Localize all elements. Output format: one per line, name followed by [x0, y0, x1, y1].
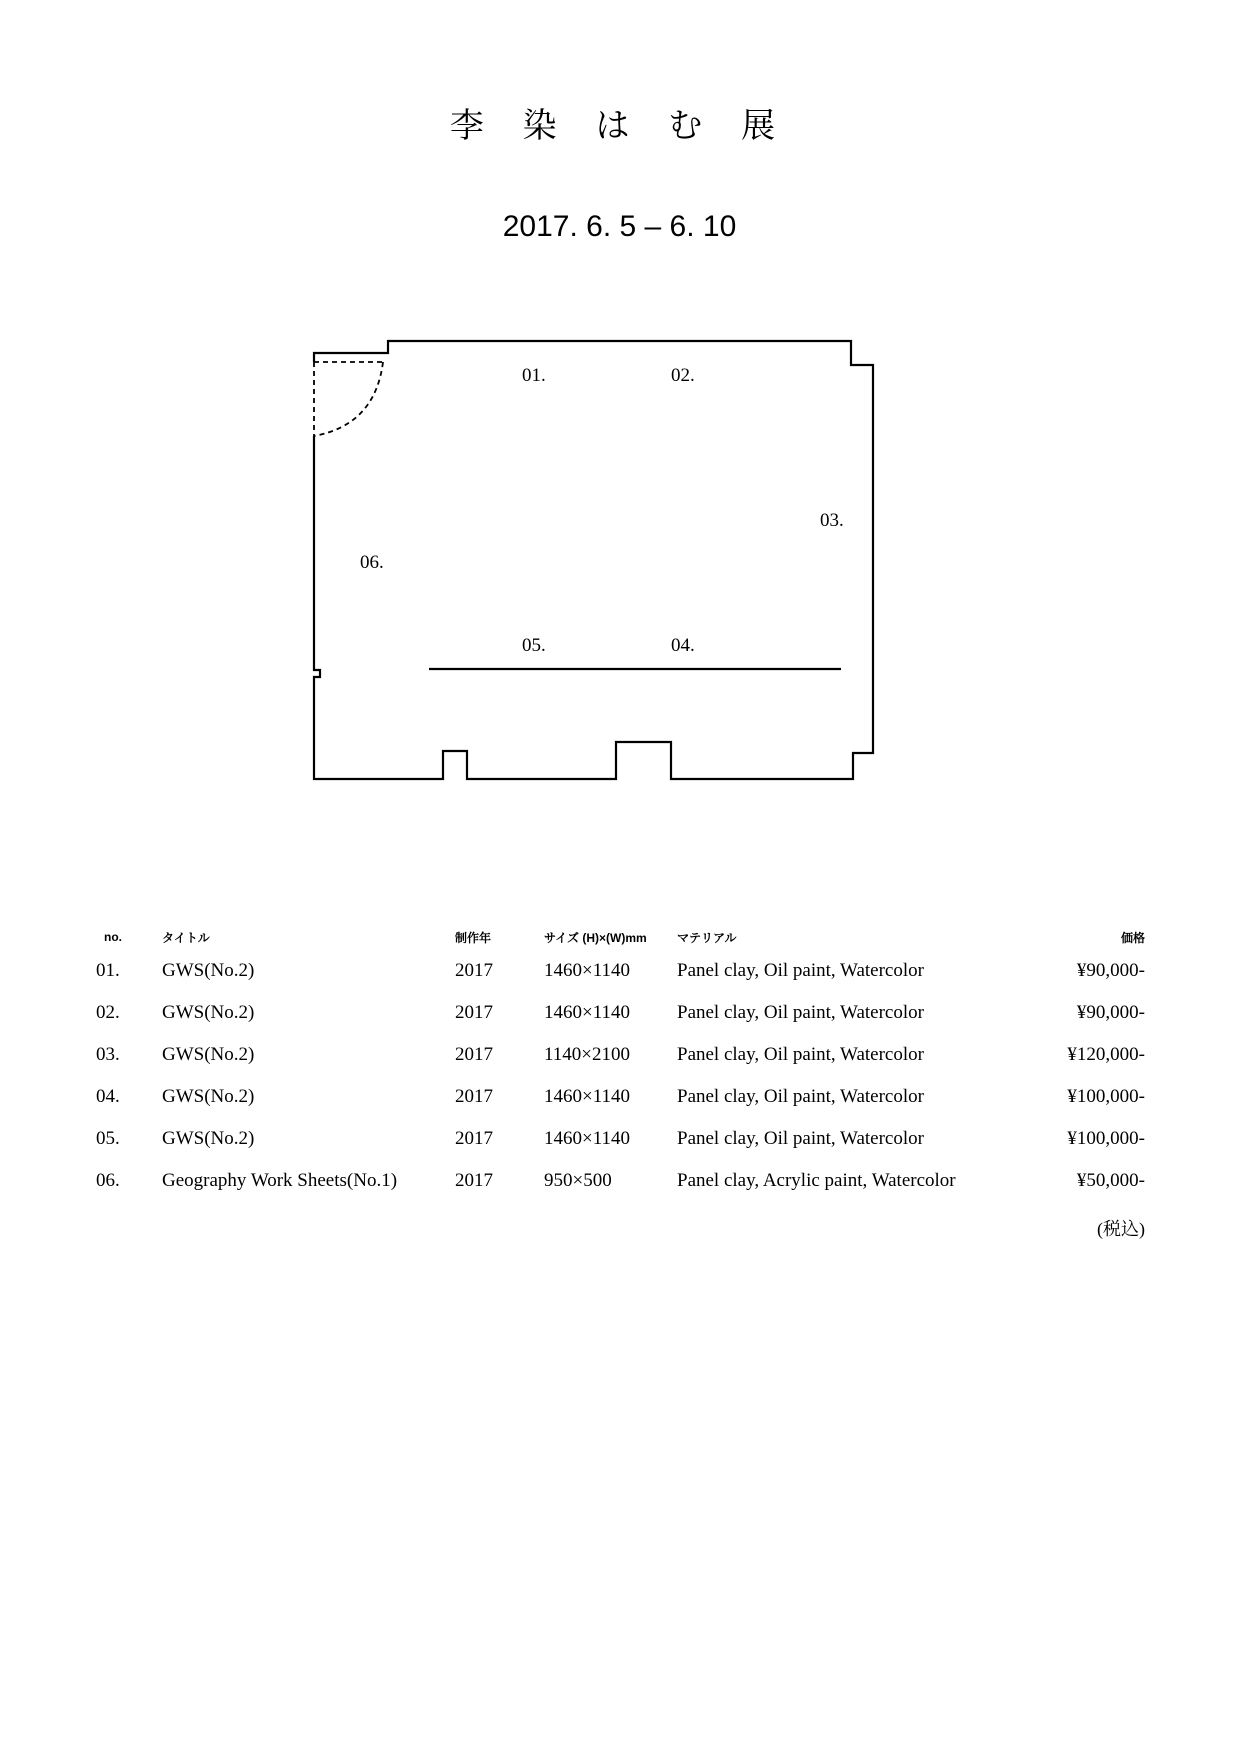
exhibition-title: 李 染 は む 展: [449, 106, 790, 146]
cell-title: GWS(No.2): [162, 1086, 255, 1107]
table-row: [96, 950, 1145, 992]
cell-size: 1140×2100: [544, 1044, 631, 1065]
tax-note: (税込): [1097, 1219, 1145, 1239]
header-no: no.: [104, 930, 122, 944]
cell-year: 2017: [455, 1170, 493, 1191]
floor-plan-outer-wall: [314, 341, 873, 779]
cell-size: 1460×1140: [544, 1128, 631, 1149]
cell-price: ¥120,000-: [1067, 1044, 1145, 1065]
plan-label-01: 01.: [522, 365, 546, 386]
cell-price: ¥100,000-: [1067, 1128, 1145, 1149]
table-row: [96, 1118, 1145, 1160]
cell-material: Panel clay, Oil paint, Watercolor: [677, 1086, 924, 1107]
header-title: タイトル: [162, 930, 210, 945]
cell-no: 03.: [96, 1044, 120, 1065]
cell-title: GWS(No.2): [162, 1044, 255, 1065]
cell-title: Geography Work Sheets(No.1): [162, 1170, 398, 1191]
cell-year: 2017: [455, 1128, 493, 1149]
cell-no: 02.: [96, 1002, 120, 1023]
cell-price: ¥50,000-: [1076, 1170, 1145, 1191]
plan-label-05: 05.: [522, 635, 546, 656]
header-material: マテリアル: [677, 930, 737, 945]
cell-no: 06.: [96, 1170, 120, 1191]
cell-title: GWS(No.2): [162, 1002, 255, 1023]
exhibition-dates: 2017. 6. 5 – 6. 10: [502, 210, 737, 243]
cell-title: GWS(No.2): [162, 960, 255, 981]
header-year: 制作年: [455, 930, 492, 945]
plan-label-02: 02.: [671, 365, 695, 386]
header-size: サイズ (H)×(W)mm: [544, 930, 647, 945]
table-row: [96, 992, 1145, 1034]
plan-label-04: 04.: [671, 635, 695, 656]
table-header-row: [96, 924, 1145, 950]
cell-year: 2017: [455, 1044, 493, 1065]
cell-material: Panel clay, Oil paint, Watercolor: [677, 1002, 924, 1023]
cell-size: 950×500: [544, 1170, 612, 1191]
cell-material: Panel clay, Oil paint, Watercolor: [677, 1044, 924, 1065]
cell-price: ¥90,000-: [1076, 1002, 1145, 1023]
cell-size: 1460×1140: [544, 1002, 631, 1023]
cell-year: 2017: [455, 1086, 493, 1107]
cell-year: 2017: [455, 960, 493, 981]
cell-material: Panel clay, Acrylic paint, Watercolor: [677, 1170, 956, 1191]
cell-material: Panel clay, Oil paint, Watercolor: [677, 1128, 924, 1149]
cell-no: 01.: [96, 960, 120, 981]
table-row: [96, 1034, 1145, 1076]
cell-no: 05.: [96, 1128, 120, 1149]
cell-title: GWS(No.2): [162, 1128, 255, 1149]
door-swing-icon: [314, 362, 383, 436]
plan-label-03: 03.: [820, 510, 844, 531]
works-table: [96, 924, 1145, 1202]
table-row: [96, 1160, 1145, 1202]
table-row: [96, 1076, 1145, 1118]
cell-no: 04.: [96, 1086, 120, 1107]
cell-price: ¥90,000-: [1076, 960, 1145, 981]
plan-label-06: 06.: [360, 552, 384, 573]
cell-price: ¥100,000-: [1067, 1086, 1145, 1107]
cell-size: 1460×1140: [544, 960, 631, 981]
cell-year: 2017: [455, 1002, 493, 1023]
header-price: 価格: [1120, 930, 1145, 945]
cell-size: 1460×1140: [544, 1086, 631, 1107]
cell-material: Panel clay, Oil paint, Watercolor: [677, 960, 924, 981]
